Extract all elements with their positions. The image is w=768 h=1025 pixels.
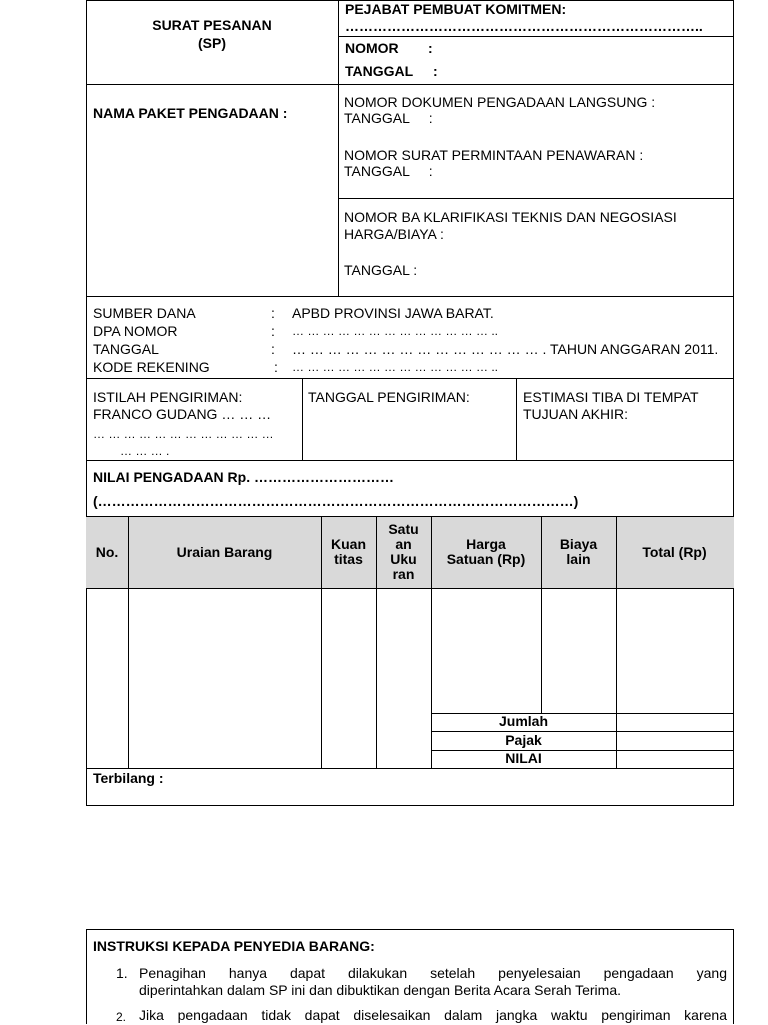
colon: :	[274, 359, 278, 375]
divider	[86, 378, 734, 379]
col-header-total: Total (Rp)	[642, 543, 707, 560]
divider	[86, 84, 734, 85]
istilah-line2: FRANCO GUDANG … … …	[93, 406, 272, 422]
nilai-pengadaan-label: NILAI PENGADAAN Rp. …………………………	[93, 469, 394, 485]
col-header-biaya: Biaya lain	[559, 536, 598, 567]
istilah-line1: ISTILAH PENGIRIMAN:	[93, 389, 243, 405]
divider	[733, 929, 734, 1024]
divider	[86, 0, 87, 806]
rekening-value: … … … … … … … … … … … … … ..	[292, 360, 499, 374]
divider	[86, 805, 734, 806]
istilah-line4: … … … .	[120, 444, 170, 458]
pajak-label: Pajak	[505, 732, 542, 748]
ba-label-line2: HARGA/BIAYA :	[344, 226, 444, 242]
sumber-dana-label: SUMBER DANA	[93, 305, 196, 321]
estimasi-line1: ESTIMASI TIBA DI TEMPAT	[523, 389, 699, 405]
permintaan-tanggal: TANGGAL :	[344, 163, 433, 179]
dok-pengadaan-label: NOMOR DOKUMEN PENGADAAN LANGSUNG :	[344, 94, 656, 110]
instruksi-num: 1.	[116, 965, 128, 981]
divider	[431, 731, 734, 732]
tanggal-pengiriman-label: TANGGAL PENGIRIMAN:	[308, 389, 470, 405]
divider	[733, 0, 734, 806]
col-header-no: No.	[95, 543, 119, 560]
instruksi-title: INSTRUKSI KEPADA PENYEDIA BARANG:	[93, 938, 375, 954]
col-header-uraian: Uraian Barang	[176, 543, 273, 560]
paket-label: NAMA PAKET PENGADAAN :	[93, 105, 288, 121]
instruksi-item-1-line1: Penagihan hanya dapat dilakukan setelah penyelesaian pengadaan yang	[139, 965, 727, 981]
divider	[86, 768, 734, 769]
ba-label-line1: NOMOR BA KLARIFIKASI TEKNIS DAN NEGOSIASI	[344, 209, 677, 225]
divider	[338, 198, 734, 199]
instruksi-item-1-line2: diperintahkan dalam SP ini dan dibuktikan dengan Berita Acara Serah Terima.	[139, 982, 622, 998]
colon: :	[271, 323, 275, 339]
divider	[86, 460, 734, 461]
dpa-label: DPA NOMOR	[93, 323, 178, 339]
nomor-colon: :	[428, 40, 433, 56]
ppk-label: PEJABAT PEMBUAT KOMITMEN:	[345, 1, 567, 17]
istilah-line3: … … … … … … … … … … … …	[93, 427, 274, 441]
permintaan-label: NOMOR SURAT PERMINTAAN PENAWARAN :	[344, 147, 644, 163]
nilai-label: NILAI	[505, 750, 542, 766]
terbilang-label: Terbilang :	[93, 770, 164, 786]
col-header-harga: Harga Satuan (Rp)	[446, 536, 526, 567]
estimasi-line2: TUJUAN AKHIR:	[523, 406, 629, 422]
dana-tanggal-label: TANGGAL	[93, 341, 159, 357]
divider	[86, 929, 87, 1024]
ba-tanggal: TANGGAL :	[344, 262, 418, 278]
dpa-value: … … … … … … … … … … … … … ..	[292, 324, 499, 338]
divider	[516, 378, 517, 460]
tanggal-colon: :	[433, 63, 438, 79]
jumlah-label: Jumlah	[498, 713, 548, 729]
instruksi-num: 2.	[116, 1010, 127, 1024]
nomor-label: NOMOR	[345, 40, 399, 56]
rekening-label: KODE REKENING	[93, 359, 210, 375]
divider	[86, 588, 734, 589]
colon: :	[271, 341, 275, 357]
divider	[86, 296, 734, 297]
tanggal-label: TANGGAL	[345, 63, 414, 79]
col-header-kuantitas: Kuan titas	[331, 536, 366, 567]
divider	[338, 0, 339, 296]
nilai-terbilang-line: (…………………………………………………………………………………………)	[93, 494, 579, 509]
dana-tanggal-value: … … … … … … … … … … … … … … . TAHUN ANGGARAN 2011.	[292, 341, 719, 357]
col-header-satuan: Satu an Uku ran	[388, 521, 419, 582]
colon: :	[271, 305, 275, 321]
form-subtitle: (SP)	[198, 35, 226, 51]
form-title: SURAT PESANAN	[152, 17, 272, 33]
divider	[86, 929, 734, 930]
divider	[302, 378, 303, 460]
instruksi-item-2-line1: Jika pengadaan tidak dapat diselesaikan dalam jangka waktu pengiriman karena	[139, 1007, 727, 1023]
ppk-dots: …………………………………………………………………..	[345, 19, 703, 34]
sumber-dana-value: APBD PROVINSI JAWA BARAT.	[292, 305, 494, 321]
divider	[338, 36, 734, 37]
dok-pengadaan-tanggal: TANGGAL :	[344, 110, 433, 126]
